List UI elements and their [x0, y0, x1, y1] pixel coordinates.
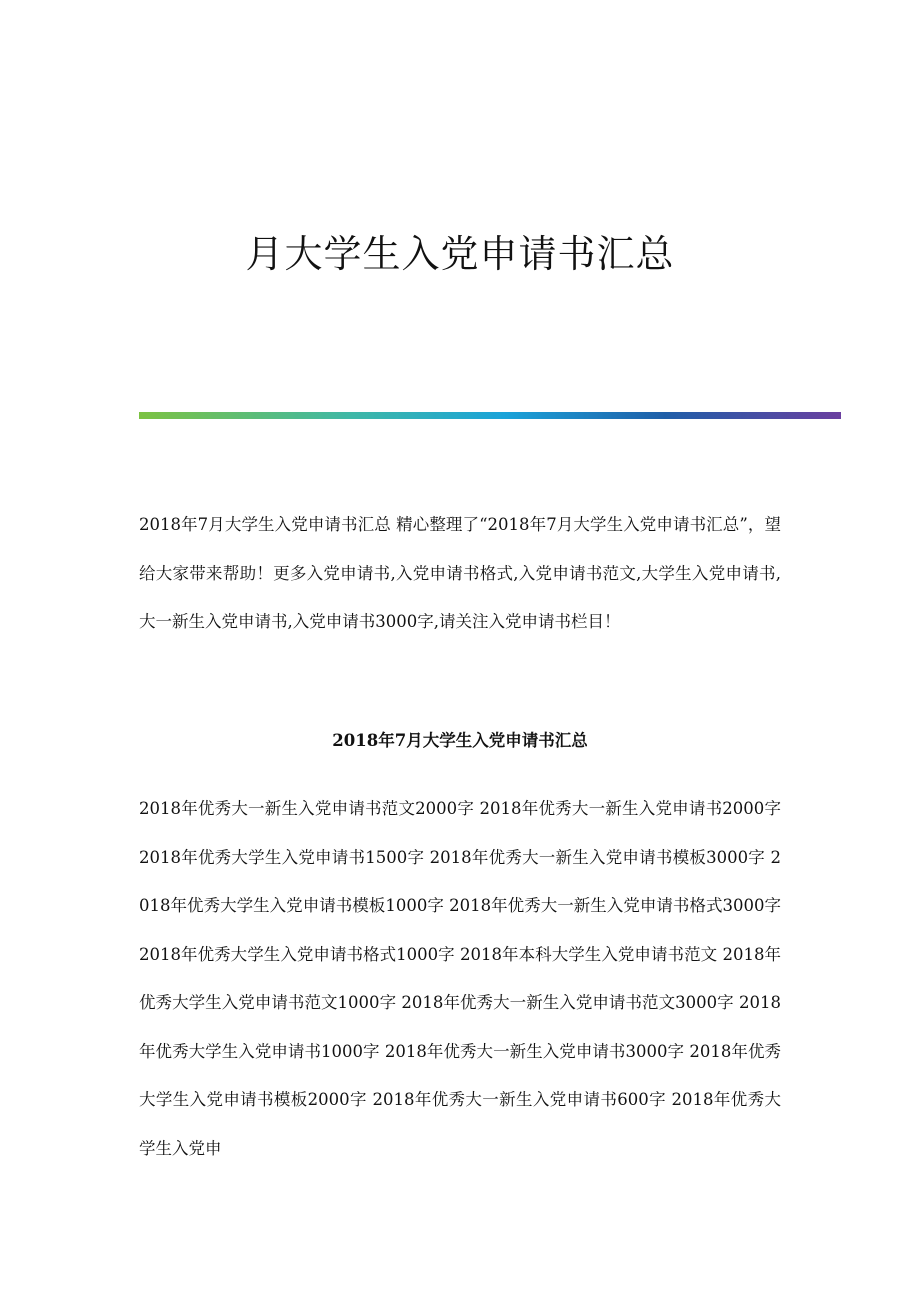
body-paragraph: 2018年优秀大一新生入党申请书范文2000字 2018年优秀大一新生入党申请书2000字 2018年优秀大学生入党申请书1500字 2018年优秀大一新生入党申请书模板3000字 2018年优秀大学生入党申请书模板1000字 2018年优秀大一新生入党申请书格式3000字 2018年优秀大学生入党申请书格式1000字 2018年本科大学生入党申请书范文 2018年优秀大学生入党申请书范文1000字 2018年优秀大一新生入党申请书范文3000字 2018年优秀大学生入党申请书1000字 2018年优秀大一新生入党申请书3000字 2018年优秀大学生入党申请书模板2000字 2018年优秀大一新生入党申请书600字 2018年优秀大学生入党申: [139, 799, 781, 1158]
section-heading: 2018年7月大学生入党申请书汇总: [332, 731, 588, 750]
document-title: 月大学生入党申请书汇总: [245, 232, 675, 276]
title-divider: [139, 412, 841, 419]
intro-paragraph: 2018年7月大学生入党申请书汇总 精心整理了“2018年7月大学生入党申请书汇总”，望给大家带来帮助！更多入党申请书,入党申请书格式,入党申请书范文,大学生入党申请书,大一新生入党申请书,入党申请书3000字,请关注入党申请书栏目！: [139, 515, 781, 631]
